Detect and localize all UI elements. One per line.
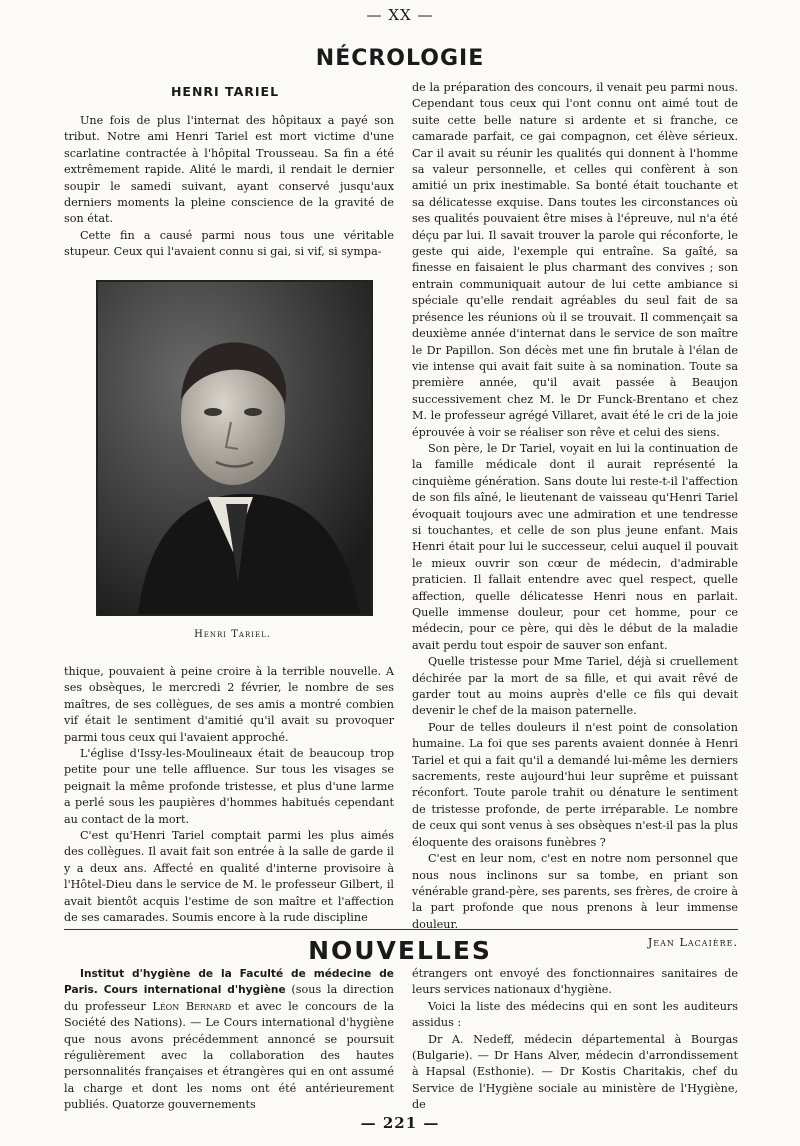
paragraph: Quelle tristesse pour Mme Tariel, déjà si cruellement déchirée par la mort de sa fille, et qui avait rêvé de garder tout au moins auprès d'elle ce fils qui devait devenir le chef de la maison paternelle. — [412, 655, 738, 718]
right-column — [412, 80, 738, 952]
news-heading: Institut d'hygiène de la Faculté de médecine de Paris. Cours international d'hygiène — [64, 968, 394, 997]
news-text: (sous la direction du professeur — [64, 983, 394, 1013]
photo-caption: Henri Tariel. — [194, 629, 271, 640]
paragraph: Dr A. Nedeff, médecin départemental à Bourgas (Bulgarie). — Dr Hans Alver, médecin d'arrondissement à Hapsal (Esthonie). — Dr Kostis Charitakis, chef du Service de l'Hygiène sociale au ministère de l'Hygiène, de — [412, 1032, 738, 1112]
nouvelles-left-column — [64, 966, 394, 1114]
news-person-name: Léon Bernard — [152, 999, 232, 1013]
section-divider — [64, 929, 738, 930]
paragraph: Son père, le Dr Tariel, voyait en lui la continuation de la famille médicale dont il aurait représenté la cinquième génération. Sans doute lui reste-t-il l'affection de son fils aîné, le lieutenant de vaisseau qu'Henri Tariel évoquait toujours avec une admiration et une tendresse si touchantes, et celle de son plus jeune enfant. Mais Henri était pour lui le successeur, celui auquel il pouvait le mieux ouvrir son cœur de médecin, d'admirable praticien. Il fallait entendre avec quel respect, quelle affection, quelle délicatesse Henri nous en parlait. Quelle immense douleur, pour cet homme, pour ce médecin, pour ce père, qui dès le début de la maladie avait perdu tout espoir de sauver son enfant. — [412, 441, 738, 652]
paragraph: étrangers ont envoyé des fonctionnaires sanitaires de leurs services nationaux d'hygiène. — [412, 967, 738, 997]
paragraph: C'est qu'Henri Tariel comptait parmi les plus aimés des collègues. Il avait fait son entrée à la salle de garde il y a deux ans. Affecté en qualité d'interne provisoire à l'Hôtel-Dieu dans le service de M. le professeur Gilbert, il avait bientôt acquis l'estime de son maître et l'affection de ses camarades. Soumis encore à la rude discipline — [64, 829, 394, 925]
left-column-top — [64, 113, 394, 261]
paragraph: Pour de telles douleurs il n'est point de consolation humaine. La foi que ses parents avaient donnée à Henri Tariel et qui a fait qu'il a demandé lui-même les derniers sacrements, reste aujourd'hui leur suprême et puissant réconfort. Toute parole trahit ou dénature le sentiment de tristesse profonde, de perte irréparable. Le nombre de ceux qui sont venus à ses obsèques n'est-il pas la plus éloquente des oraisons funèbres ? — [412, 720, 738, 849]
necrologie-section-title: NÉCROLOGIE — [315, 46, 485, 71]
author-signature: Jean Lacaière. — [647, 936, 738, 950]
page-number: — 221 — — [360, 1114, 440, 1132]
paragraph: L'église d'Issy-les-Moulineaux était de beaucoup trop petite pour une telle affluence. Sur tous les visages se peignait la même profonde tristesse, et plus d'une larme a perlé sous les paupières d'hommes habitués cependant au contact de la mort. — [64, 747, 394, 826]
page-roman-numeral: — XX — — [366, 6, 434, 24]
paragraph: Cette fin a causé parmi nous tous une véritable stupeur. Ceux qui l'avaient connu si gai, si vif, si sympa- — [64, 228, 394, 259]
paragraph: de la préparation des concours, il venait peu parmi nous. Cependant tous ceux qui l'ont connu ont aimé tout de suite cette belle nature si ardente et si franche, ce camarade parfait, ce gai compagnon, cet élève sérieux. Car il avait su réunir les qualités qui donnent à l'homme sa valeur personnelle, et celles qui confèrent à son amitié un prix inestimable. Sa bonté était touchante et sa délicatesse exquise. Dans toutes les circonstances où ses qualités pouvaient être mises à l'épreuve, nul n'a été déçu par lui. Il savait trouver la parole qui réconforte, le geste qui aide, l'exemple qui entraîne. Sa gaîté, sa finesse en faisaient le plus charmant des convives ; son entrain communiquait autour de lui cette ambiance si spéciale qu'elle rendait agréables du seul fait de sa présence les réunions où il se trouvait. Il commençait sa deuxième année d'internat dans le service de son maître le Dr Papillon. Son décès met une fin brutale à l'élan de vie intense qui avait fait suite à sa nomination. Toute sa première année, qu'il avait passée à Beaujon successivement chez M. le Dr Funck-Brentano et chez M. le professeur agrégé Villaret, avait été le cri de la joie éprouvée à voir se réaliser son rêve et celui des siens. — [412, 81, 738, 439]
nouvelles-section-title: NOUVELLES — [308, 936, 492, 965]
paragraph: C'est en leur nom, c'est en notre nom personnel que nous nous inclinons sur sa tombe, en priant son vénérable grand-père, ses parents, ses frères, de croire à la part profonde que nous prenons à leur immense douleur. — [412, 852, 738, 931]
portrait-photo-drawing — [98, 282, 371, 614]
nouvelles-right-column — [412, 966, 738, 1114]
paragraph: Voici la liste des médecins qui en sont les auditeurs assidus : — [412, 999, 738, 1030]
paragraph — [64, 966, 394, 1114]
article-title: HENRI TARIEL — [170, 84, 280, 99]
portrait-photo — [96, 280, 373, 616]
paragraph: Une fois de plus l'internat des hôpitaux a payé son tribut. Notre ami Henri Tariel est mort victime d'une scarlatine contractée à l'hôpital Trousseau. Sa fin a été extrêmement rapide. Alité le mardi, il rendait le dernier soupir le samedi suivant, ayant conservé jusqu'aux derniers moments la pleine conscience de la gravité de son état. — [64, 114, 394, 226]
news-text: et avec le concours de la Société des Nations). — Le Cours international d'hygiène que nous avons précédemment annoncé se poursuit régulièrement avec la collaboration des hautes personnalités françaises et étrangères qui en ont assumé la charge et dont les noms ont été antérieurement publiés. Quatorze gouvernements — [64, 999, 394, 1112]
left-column-bottom — [64, 664, 394, 927]
paragraph: thique, pouvaient à peine croire à la terrible nouvelle. A ses obsèques, le mercredi 2 février, le nombre de ses maîtres, de ses collègues, de ses amis a montré combien vif était le sentiment d'amitié qu'il avait su provoquer parmi tous ceux qui l'avaient approché. — [64, 665, 394, 744]
